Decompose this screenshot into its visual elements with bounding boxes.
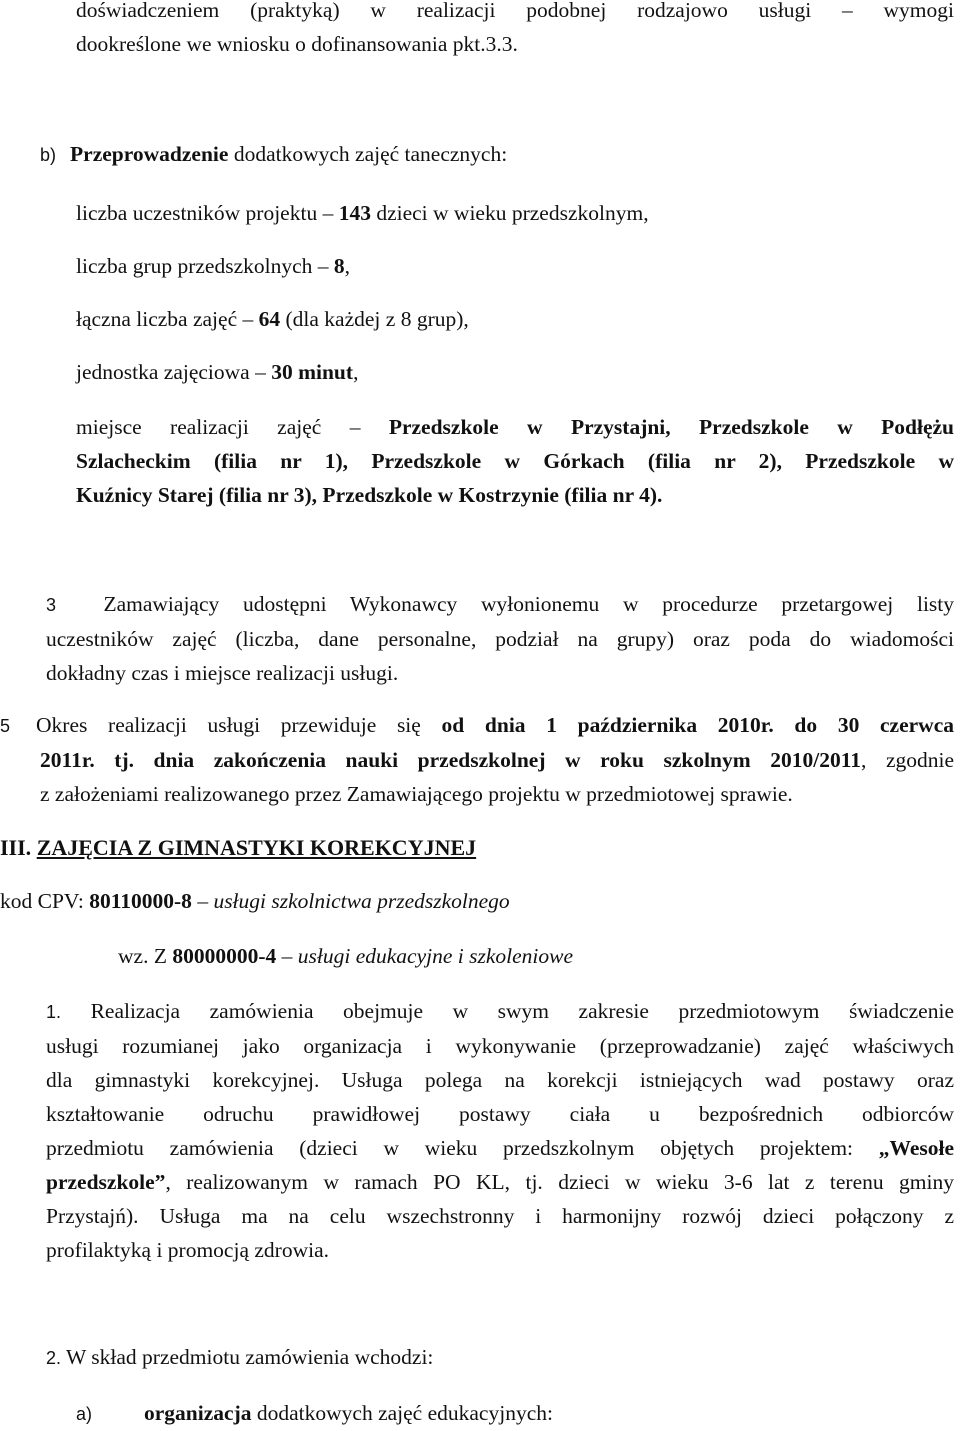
- point-2-paragraph: [46, 1340, 946, 1375]
- item-3-value: 64: [258, 307, 281, 331]
- para5-line-1: 5 Okres realizacji usługi przewiduje się od dnia 1 października 2010r. do 30 czerwca: [0, 713, 954, 737]
- point-1-paragraph: [46, 994, 954, 1267]
- section-b-item-4: [76, 355, 936, 389]
- point1-line-2: usługi rozumianej jako organizacja i wykonywanie (przeprowadzanie) zajęć właściwych: [46, 1034, 954, 1058]
- point1-line-7: Przystajń). Usługa ma na celu wszechstronny i harmonijny rozwój dzieci połączony z: [46, 1204, 954, 1228]
- point2-marker: 2.: [46, 1348, 62, 1368]
- para5-marker: 5: [0, 716, 11, 736]
- item-1-suffix: dzieci w wieku przedszkolnym,: [370, 201, 649, 225]
- point1-line-8: profilaktyką i promocją zdrowia.: [46, 1238, 329, 1262]
- section-b-item-2: [76, 249, 936, 283]
- section-b-title-rest: dodatkowych zajęć tanecznych:: [228, 142, 508, 166]
- cpv-code: 80110000-8: [89, 889, 192, 913]
- para3-marker: 3: [46, 595, 57, 615]
- item-3-suffix: (dla każdej z 8 grup),: [280, 307, 469, 331]
- wz-code-line: wz. Z 80000000-4 – usługi edukacyjne i szkoleniowe: [118, 944, 573, 968]
- section-b-item-3: [76, 302, 936, 336]
- section-b-item-1: [76, 196, 936, 230]
- place-prefix: miejsce realizacji zajęć –: [76, 415, 361, 439]
- item-4-suffix: ,: [353, 360, 359, 384]
- point1-line-4: kształtowanie odruchu prawidłowej postawy ciała u bezpośrednich odbiorców: [46, 1102, 954, 1126]
- item-2-value: 8: [333, 254, 345, 278]
- cpv-code-line: kod CPV: 80110000-8 – usługi szkolnictwa przedszkolnego: [0, 889, 510, 913]
- section-b-heading: [40, 137, 940, 172]
- section-b-marker: b): [40, 145, 57, 165]
- intro-line-1: doświadczeniem (praktyką) w realizacji podobnej rodzajowo usługi – wymogi: [76, 0, 954, 22]
- cpv-description: usługi szkolnictwa przedszkolnego: [213, 889, 510, 913]
- point2a-rest: dodatkowych zajęć edukacyjnych:: [251, 1401, 553, 1425]
- point1-line-1: 1. Realizacja zamówienia obejmuje w swym zakresie przedmiotowym świadczenie: [46, 999, 954, 1023]
- place-line-3: Kuźnicy Starej (filia nr 3), Przedszkole w Kostrzynie (filia nr 4).: [76, 483, 663, 507]
- wz-description: usługi edukacyjne i szkoleniowe: [297, 944, 573, 968]
- wz-code: 80000000-4: [172, 944, 277, 968]
- para5-line-2: 2011r. tj. dnia zakończenia nauki przedszkolnej w roku szkolnym 2010/2011, zgodnie: [40, 748, 954, 772]
- place-line-1: [76, 410, 954, 444]
- para3-line-1: 3 Zamawiający udostępni Wykonawcy wyłonionemu w procedurze przetargowej listy: [46, 592, 955, 616]
- item-1-value: 143: [338, 201, 371, 225]
- item-4-prefix: jednostka zajęciowa –: [76, 360, 272, 384]
- point2a-marker: a): [76, 1404, 93, 1424]
- point2a-bold: organizacja: [144, 1401, 252, 1425]
- paragraph-3: [46, 587, 954, 690]
- point1-line-3: dla gimnastyki korekcyjnej. Usługa polega na korekcji istniejących wad postawy oraz: [46, 1068, 954, 1092]
- section-iii-title: ZAJĘCIA Z GIMNASTYKI KOREKCYJNEJ: [36, 835, 477, 860]
- point2-text: W skład przedmiotu zamówienia wchodzi:: [66, 1345, 434, 1369]
- section-iii-heading: [0, 831, 900, 865]
- item-4-value: 30 minut: [271, 360, 354, 384]
- section-b-title-bold: Przeprowadzenie: [70, 142, 229, 166]
- intro-paragraph: [76, 0, 954, 61]
- section-iii-number: III.: [0, 835, 37, 860]
- para3-line-2: uczestników zajęć (liczba, dane personalne, podział na grupy) oraz poda do wiadomości: [46, 627, 954, 651]
- para3-line-3: dokładny czas i miejsce realizacji usługi.: [46, 661, 399, 685]
- point1-line-6: przedszkole”, realizowanym w ramach PO KL, tj. dzieci w wieku 3-6 lat z terenu gminy: [46, 1170, 954, 1194]
- point1-line-5: przedmiotu zamówienia (dzieci w wieku przedszkolnym objętych projektem: „Wesołe: [46, 1136, 954, 1160]
- point1-marker: 1.: [46, 1002, 62, 1022]
- place-list-1: Przedszkole w Przystajni, Przedszkole w Podłężu: [388, 415, 955, 439]
- section-b-place: [76, 410, 954, 512]
- item-3-prefix: łączna liczba zajęć –: [76, 307, 259, 331]
- place-line-2: Szlacheckim (filia nr 1), Przedszkole w Górkach (filia nr 2), Przedszkole w: [76, 449, 954, 473]
- item-1-prefix: liczba uczestników projektu –: [76, 201, 339, 225]
- para5-line-3: z założeniami realizowanego przez Zamawiającego projektu w przedmiotowej sprawie.: [40, 782, 793, 806]
- paragraph-5: [0, 708, 954, 811]
- intro-line-2: dookreślone we wniosku o dofinansowania pkt.3.3.: [76, 32, 518, 56]
- item-2-prefix: liczba grup przedszkolnych –: [76, 254, 334, 278]
- item-2-suffix: ,: [344, 254, 351, 278]
